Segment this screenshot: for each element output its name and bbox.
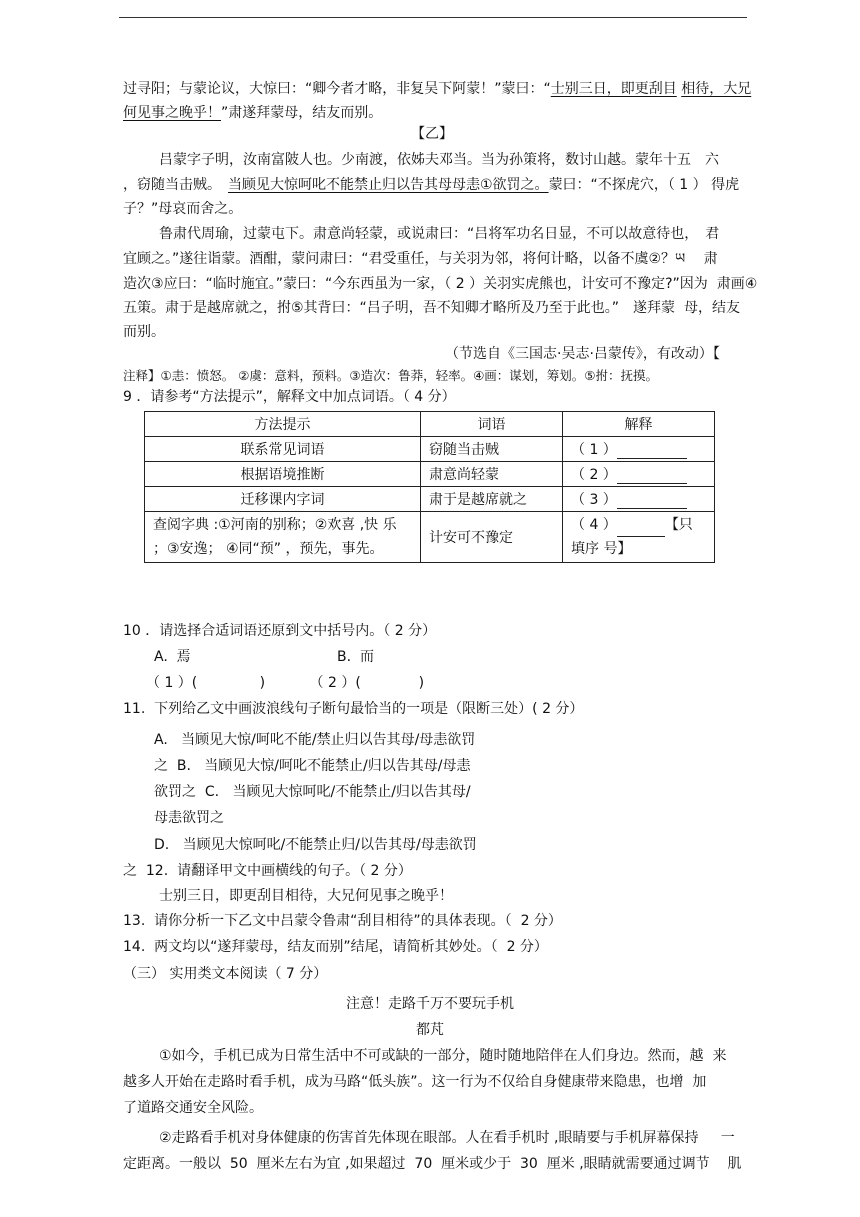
underlined-sentence: 何见事之晚乎！ bbox=[123, 105, 221, 121]
answer-label: （ 1 ） bbox=[571, 442, 617, 458]
underlined-sentence: 相待，大兄 bbox=[681, 81, 752, 97]
q11-line: A. 当顾见大惊/呵叱不能/禁止归以告其母/母恚欲罚 bbox=[154, 732, 476, 748]
table-row bbox=[145, 437, 715, 462]
word-cell: 肃于是越席就之 bbox=[421, 487, 563, 512]
method-cell: 根据语境推断 bbox=[145, 462, 421, 487]
answer-cell[interactable] bbox=[563, 437, 715, 462]
q11-line: 欲罚之 C. 当顾见大惊呵叱/不能禁止/归以告其母/ bbox=[154, 784, 471, 800]
word-cell: 窃随当击贼 bbox=[421, 437, 563, 462]
answer-blank[interactable] bbox=[617, 469, 687, 484]
method-cell: 迁移课内字词 bbox=[145, 487, 421, 512]
question-10: 10 ．请选择合适词语还原到文中括号内。（ 2 分） bbox=[123, 623, 437, 639]
yi-p1-line-3: 子？”母哀而舍之。 bbox=[123, 201, 243, 217]
method-line: 查阅字典 :①河南的别称；②欢喜 ,快 乐 bbox=[153, 517, 397, 533]
jia-text: 过寻阳；与蒙论议，大惊曰：“卿今者才略，非复吴下阿蒙！”蒙曰：“ bbox=[123, 81, 551, 97]
jia-line-1 bbox=[123, 79, 751, 99]
answer-label: （ 2 ） bbox=[571, 467, 617, 483]
answer-blank[interactable] bbox=[617, 494, 687, 509]
table-header: 解释 bbox=[563, 412, 715, 437]
source-note: （节选自《三国志·吴志·吕蒙传》，有改动）【 bbox=[445, 346, 720, 362]
q12-sentence: 士别三日，即更刮目相待，大兄何见事之晚乎！ bbox=[159, 888, 453, 904]
article-author: 都芃 bbox=[416, 1022, 444, 1038]
yi-text: ，窃随当击贼。 bbox=[123, 177, 228, 193]
article-p2-line-1: ②走路看手机对身体健康的伤害首先体现在眼部。人在看手机时 ,眼睛要与手机屏幕保持 一 bbox=[159, 1130, 735, 1146]
jia-text: ”肃遂拜蒙母，结友而别。 bbox=[221, 105, 383, 121]
article-p1-line-1: ①如今，手机已成为日常生活中不可或缺的一部分，随时随地陪伴在人们身边。然而，越 来 bbox=[159, 1048, 727, 1064]
article-title: 注意！走路千万不要玩手机 bbox=[346, 996, 514, 1012]
table-row bbox=[145, 512, 715, 563]
method-cell bbox=[145, 512, 421, 563]
q11-line: 之 B. 当顾见大惊/呵叱不能禁止/归以告其母/母恚 bbox=[154, 758, 471, 774]
yi-p1-line-1: 吕蒙字子明，汝南富陂人也。少南渡，依姊夫邓当。当为孙策将，数讨山越。蒙年十五 六 bbox=[159, 152, 719, 168]
answer-cell[interactable] bbox=[563, 487, 715, 512]
yi-p2-line-1: 鲁肃代周瑜，过蒙屯下。肃意尚轻蒙，或说肃曰：“吕将军功名日显，不可以故意待也， 君 bbox=[159, 226, 720, 242]
question-13: 13. 请你分析一下乙文中吕蒙令鲁肃“刮目相待”的具体表现。（ 2 分） bbox=[123, 913, 562, 929]
question-14: 14. 两文均以“遂拜蒙母，结友而别”结尾，请简析其妙处。（ 2 分） bbox=[123, 939, 548, 955]
underlined-sentence: 士别三日，即更刮目 bbox=[550, 81, 677, 97]
word-cell: 肃意尚轻蒙 bbox=[421, 462, 563, 487]
answer-blank[interactable] bbox=[617, 444, 687, 459]
option-b: B. 而 bbox=[337, 649, 374, 665]
answer-blank[interactable] bbox=[617, 522, 665, 537]
q11-line: D. 当顾见大惊呵叱/不能禁止归/以告其母/母恚欲罚 bbox=[154, 837, 477, 853]
header-rule bbox=[119, 17, 747, 18]
answer-label: （ 4 ） bbox=[571, 517, 617, 533]
yi-p1-line-2 bbox=[123, 175, 739, 195]
answer-blanks[interactable]: （ 1 ）( ) （ 2 ）( ) bbox=[146, 675, 425, 691]
option-a: A. 焉 bbox=[154, 649, 191, 665]
yi-p2-line-3: 造次③应曰：“临时施宜。”蒙曰：“今东西虽为一家，（ 2 ）关羽实虎熊也，计安可不豫定?”因为 肃画④ bbox=[123, 276, 758, 292]
table-header-row bbox=[145, 412, 715, 437]
question-11: 11. 下列给乙文中画波浪线句子断句最恰当的一项是（限断三处）( 2 分） bbox=[123, 701, 584, 717]
jia-line-2 bbox=[123, 103, 382, 123]
answer-hint: 填序 号】 bbox=[571, 541, 632, 557]
table-header: 方法提示 bbox=[145, 412, 421, 437]
method-line: ；③安逸； ④同“预” ，预先，事先。 bbox=[153, 541, 384, 557]
table-row bbox=[145, 462, 715, 487]
method-table bbox=[144, 411, 715, 563]
article-p2-line-2: 定距离。一般以 50 厘米左右为宜 ,如果超过 70 厘米或少于 30 厘米 ,眼睛就需要通过调节 肌 bbox=[123, 1156, 742, 1172]
article-p1-line-2: 越多人开始在走路时看手机，成为马路“低头族”。这一行为不仅给自身健康带来隐患，也增 加 bbox=[123, 1074, 707, 1090]
method-cell: 联系常见词语 bbox=[145, 437, 421, 462]
article-p1-line-3: 了道路交通安全风险。 bbox=[123, 1100, 263, 1116]
yi-p2-line-2: 宜顾之。”遂往诣蒙。酒酣，蒙问肃曰：“君受重任，与关羽为邻，将何计略，以备不虞②？ཡ 肃 bbox=[123, 251, 718, 267]
table-header: 词语 bbox=[421, 412, 563, 437]
yi-heading: 【乙】 bbox=[411, 126, 453, 142]
section-3-heading: （三） 实用类文本阅读（ 7 分） bbox=[123, 966, 328, 982]
question-9: 9 ．请参考“方法提示”，解释文中加点词语。（ 4 分） bbox=[123, 389, 456, 405]
answer-label: （ 3 ） bbox=[571, 492, 617, 508]
answer-cell[interactable] bbox=[563, 462, 715, 487]
yi-p2-line-5: 而别。 bbox=[123, 324, 165, 340]
table-row bbox=[145, 487, 715, 512]
answer-cell[interactable] bbox=[563, 512, 715, 563]
q11-line: 母恚欲罚之 bbox=[154, 810, 224, 826]
yi-text: 蒙曰：“不探虎穴，（ 1 ） 得虎 bbox=[548, 177, 740, 193]
question-12: 之 12. 请翻译甲文中画横线的句子。（ 2 分） bbox=[123, 863, 412, 879]
yi-p2-line-4: 五策。肃于是越席就之，拊⑤其背曰：“吕子明，吾不知卿才略所及乃至于此也。” 遂拜蒙 母，结友 bbox=[123, 300, 740, 316]
annotations: 注释】①恚：愤怒。 ②虞：意料，预料。③造次：鲁莽，轻率。④画：谋划，筹划。⑤拊：抚摸。 bbox=[123, 368, 659, 383]
word-cell: 计安可不豫定 bbox=[421, 512, 563, 563]
answer-hint: 【只 bbox=[664, 517, 693, 533]
wavy-underlined-sentence: 当顾见大惊呵叱不能禁止归以告其母母恚①欲罚之。 bbox=[228, 177, 549, 193]
